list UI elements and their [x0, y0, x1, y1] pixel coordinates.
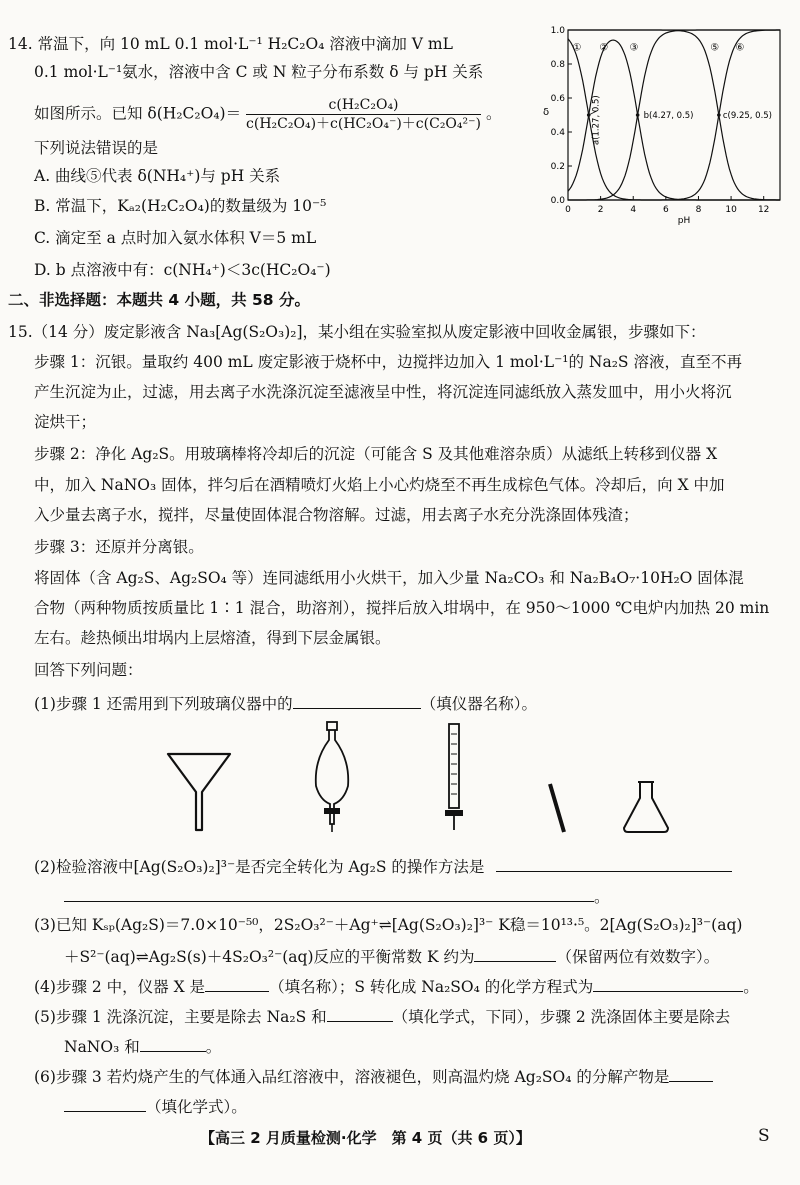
x-tick-label: 0 [565, 205, 571, 215]
part3-answer-blank[interactable] [474, 945, 556, 962]
part2-answer-blank-1[interactable] [496, 855, 732, 872]
x-axis-label: pH [677, 216, 691, 226]
q15-part3-line2 [64, 945, 719, 967]
q14-option-a: A. 曲线⑤代表 δ(NH₄⁺)与 pH 关系 [34, 167, 281, 185]
series-label: ⑥ [735, 42, 745, 54]
part1-answer-blank[interactable] [293, 692, 421, 709]
part3-text: ＋S²⁻(aq)⇌Ag₂S(s)＋4S₂O₃²⁻(aq)反应的平衡常数 K 约为 [64, 948, 475, 966]
q15-part4 [34, 975, 759, 997]
y-tick-label: 0.4 [550, 128, 565, 138]
q14-option-b: B. 常温下，Kₐ₂(H₂C₂O₄)的数量级为 10⁻⁵ [34, 197, 327, 215]
part2-text-end: 。 [594, 888, 610, 906]
part4-text: (4)步骤 2 中，仪器 X 是 [34, 978, 206, 996]
part2-answer-blank-2[interactable] [64, 885, 594, 902]
chart-svg [538, 22, 788, 232]
q15-part3-line1: (3)已知 Kₛₚ(Ag₂S)＝7.0×10⁻⁵⁰，2S₂O₃²⁻＋Ag⁺⇌[Ag(S₂O₃)₂]³⁻ K稳＝10¹³·⁵。2[Ag(S₂O₃)₂]³⁻(aq) [34, 916, 743, 934]
funnel-icon [160, 740, 240, 835]
q14-stem: 下列说法错误的是 [34, 139, 159, 157]
part1-text-end: （填仪器名称）。 [420, 695, 537, 713]
y-tick-label: 0.6 [550, 94, 565, 104]
section-2-heading: 二、非选择题：本题共 4 小题，共 58 分。 [8, 291, 310, 309]
q14-line3-suffix: 。 [485, 104, 502, 123]
part3-text-end: （保留两位有效数字）。 [556, 948, 720, 966]
part6-answer-blank-2[interactable] [64, 1095, 146, 1112]
conical-flask-icon [616, 776, 676, 836]
q15-step2-line2: 中，加入 NaNO₃ 固体，拌匀后在酒精喷灯火焰上小心灼烧至不再生成棕色气体。冷却后，向 X 中加 [34, 476, 725, 494]
q15-part1 [34, 692, 537, 714]
y-tick-label: 0.8 [550, 60, 565, 70]
part4-answer-blank-1[interactable] [205, 975, 269, 992]
annotation-label: b(4.27, 0.5) [643, 111, 694, 121]
q15-part2-line2 [64, 885, 610, 907]
q14-option-d: D. b 点溶液中有：c(NH₄⁺)＜3c(HC₂O₄⁻) [34, 261, 331, 279]
y-tick-label: 0.0 [550, 196, 565, 206]
series-label: ⑤ [710, 42, 720, 54]
q15-step2-line1: 步骤 2：净化 Ag₂S。用玻璃棒将冷却后的沉淀（可能含 S 及其他难溶杂质）从滤纸上转移到仪器 X [34, 445, 718, 463]
q14-option-c: C. 滴定至 a 点时加入氨水体积 V＝5 mL [34, 229, 317, 247]
distribution-chart [538, 22, 788, 232]
part1-text: (1)步骤 1 还需用到下列玻璃仪器中的 [34, 695, 293, 713]
part4-answer-blank-2[interactable] [593, 975, 743, 992]
part4-text-mid: （填名称）；S 转化成 Na₂SO₄ 的化学方程式为 [269, 978, 594, 996]
q15-step3-title: 步骤 3：还原并分离银。 [34, 538, 204, 556]
page-corner-mark: S [758, 1126, 770, 1146]
q15-step1-line1: 步骤 1：沉银。量取约 400 mL 废定影液于烧杯中，边搅拌边加入 1 mol·L⁻¹的 Na₂S 溶液，直至不再 [34, 353, 742, 371]
x-tick-label: 6 [662, 205, 669, 215]
q14-line3 [34, 96, 501, 133]
q15-part5 [34, 1005, 730, 1027]
y-tick-label: 1.0 [550, 26, 565, 36]
q15-step2-line3: 入少量去离子水，搅拌，尽量使固体混合物溶解。过滤，用去离子水充分洗涤固体残渣； [34, 506, 639, 524]
q15-part6 [34, 1065, 713, 1087]
q15-intro: 15.（14 分）废定影液含 Na₃[Ag(S₂O₃)₂]，某小组在实验室拟从废定影液中回收金属银，步骤如下： [8, 323, 706, 341]
annotation-label: c(9.25, 0.5) [722, 111, 773, 121]
part4-text-end: 。 [743, 978, 759, 996]
series-label: ① [572, 42, 582, 54]
q15-step3-line3: 左右。趁热倾出坩埚内上层熔渣，得到下层金属银。 [34, 629, 391, 647]
x-tick-label: 2 [597, 205, 604, 215]
part6-answer-blank-1[interactable] [669, 1065, 713, 1082]
annotation-point [587, 113, 591, 117]
q15-step3-line1: 将固体（含 Ag₂S、Ag₂SO₄ 等）连同滤纸用小火烘干，加入少量 Na₂CO₃ 和 Na₂B₄O₇·10H₂O 固体混 [34, 569, 744, 587]
x-tick-label: 10 [725, 205, 737, 215]
x-tick-label: 12 [757, 205, 770, 215]
q14-line3-prefix: 如图所示。已知 δ(H₂C₂O₄)＝ [34, 104, 242, 123]
q15-part5-line2 [64, 1035, 221, 1057]
distribution-fraction [246, 96, 481, 133]
q15-step1-line2: 产生沉淀为止，过滤，用去离子水洗涤沉淀至滤液呈中性，将沉淀连同滤纸放入蒸发皿中，用小火将沉 [34, 383, 732, 401]
series-label: ③ [629, 42, 639, 54]
page-footer: 【高三 2 月质量检测·化学 第 4 页（共 6 页）】 [200, 1129, 531, 1147]
series-label: ② [599, 42, 609, 54]
part5-answer-blank-1[interactable] [327, 1005, 393, 1022]
x-tick-label: 8 [695, 205, 702, 215]
part6-text: (6)步骤 3 若灼烧产生的气体通入品红溶液中，溶液褪色，则高温灼烧 Ag₂SO₄ 的分解产物是 [34, 1068, 670, 1086]
separatory-funnel-icon [308, 720, 356, 836]
burette-icon [438, 720, 472, 836]
fraction-denominator: c(H₂C₂O₄)＋c(HC₂O₄⁻)＋c(C₂O₄²⁻) [246, 116, 481, 132]
q14-line2: 0.1 mol·L⁻¹氨水，溶液中含 C 或 N 粒子分布系数 δ 与 pH 关系 [34, 63, 484, 81]
part5-text: (5)步骤 1 洗涤沉淀，主要是除去 Na₂S 和 [34, 1008, 327, 1026]
part5-text-end: 。 [205, 1038, 222, 1056]
glass-rod-icon [540, 778, 574, 838]
part2-text: (2)检验溶液中[Ag(S₂O₃)₂]³⁻是否完全转化为 Ag₂S 的操作方法是 [34, 858, 485, 876]
part5-text-mid: （填化学式，下同），步骤 2 洗涤固体主要是除去 [392, 1008, 731, 1026]
q15-step3-line2: 合物（两种物质按质量比 1∶1 混合，助溶剂），搅拌后放入坩埚中，在 950～1000 ℃电炉内加热 20 min [34, 599, 770, 617]
part5-text-2: NaNO₃ 和 [64, 1038, 140, 1056]
x-tick-label: 4 [630, 205, 637, 215]
annotation-label: a(1.27, 0.5) [591, 95, 602, 145]
annotation-point [717, 113, 721, 117]
q15-step1-line3: 淀烘干； [34, 413, 97, 431]
y-axis-label: δ [542, 107, 550, 118]
q15-part6-line2 [64, 1095, 247, 1117]
y-tick-label: 0.2 [550, 162, 565, 172]
q15-answer-prompt: 回答下列问题： [34, 661, 143, 679]
part5-answer-blank-2[interactable] [140, 1035, 206, 1052]
fraction-numerator: c(H₂C₂O₄) [246, 96, 481, 115]
part6-text-end: （填化学式）。 [146, 1098, 247, 1116]
annotation-point [636, 113, 640, 117]
q15-part2 [34, 855, 732, 877]
q14-line1: 14. 常温下，向 10 mL 0.1 mol·L⁻¹ H₂C₂O₄ 溶液中滴加 V mL [8, 35, 453, 53]
